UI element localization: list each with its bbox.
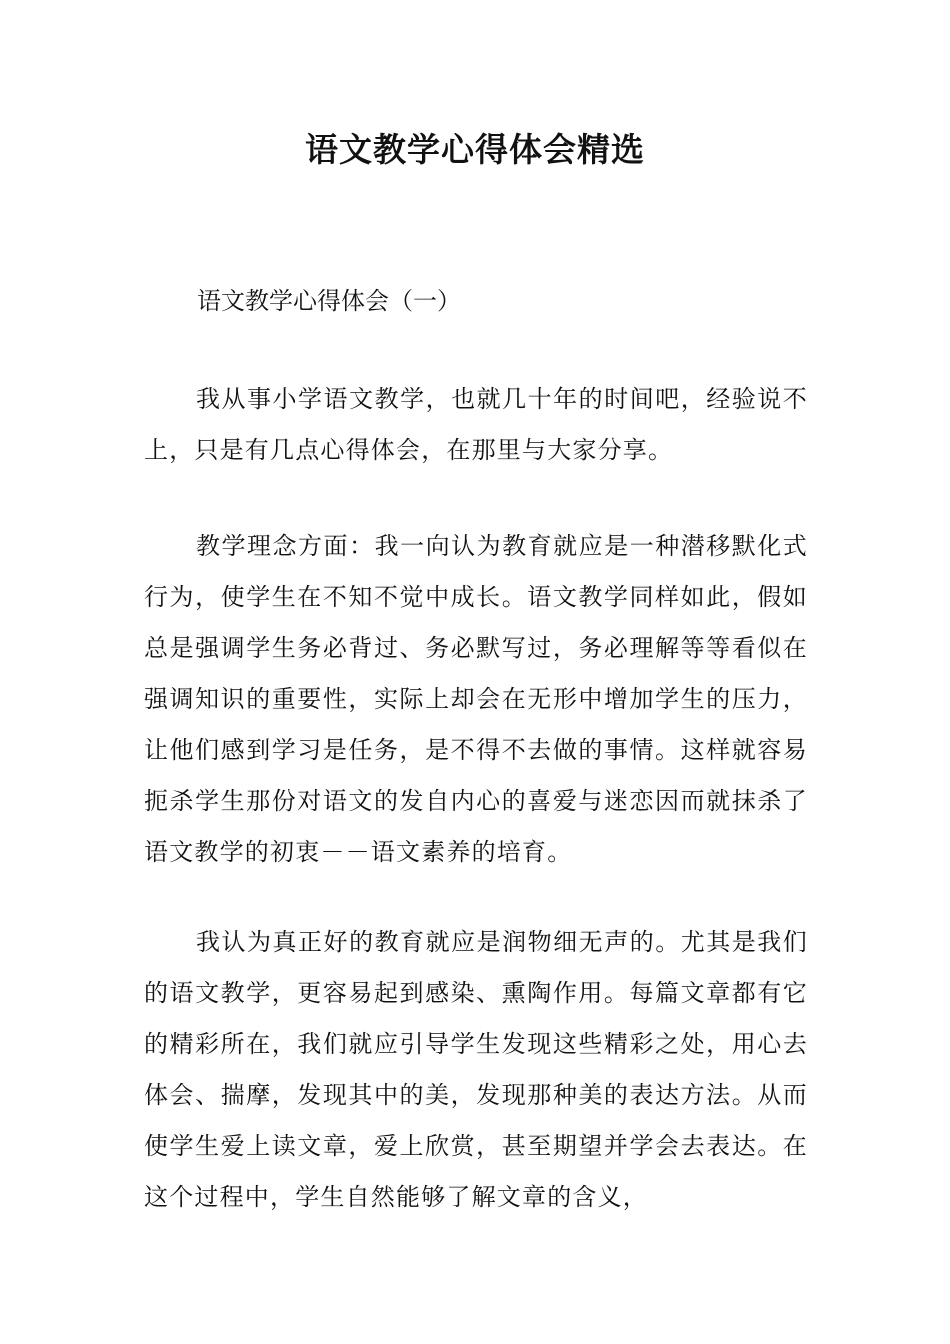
document-title: 语文教学心得体会精选: [305, 130, 645, 169]
paragraph-2: 教学理念方面：我一向认为教育就应是一种潜移默化式行为，使学生在不知不觉中成长。语文教学同样如此，假如总是强调学生务必背过、务必默写过，务必理解等等看似在强调知识的重要性，实际上却会在无形中增加学生的压力，让他们感到学习是任务，是不得不去做的事情。这样就容易扼杀学生那份对语文的发自内心的喜爱与迷恋因而就抹杀了语文教学的初衷－－语文素养的培育。: [144, 532, 808, 866]
paragraph-3: 我认为真正好的教育就应是润物细无声的。尤其是我们的语文教学，更容易起到感染、熏陶作用。每篇文章都有它的精彩所在，我们就应引导学生发现这些精彩之处，用心去体会、揣摩，发现其中的美，发现那种美的表达方法。从而使学生爱上读文章，爱上欣赏，甚至期望并学会去表达。在这个过程中，学生自然能够了解文章的含义，: [144, 928, 808, 1211]
paragraph-1: 我从事小学语文教学，也就几十年的时间吧，经验说不上，只是有几点心得体会，在那里与大家分享。: [144, 385, 808, 464]
section-heading: 语文教学心得体会（一）: [197, 287, 461, 315]
